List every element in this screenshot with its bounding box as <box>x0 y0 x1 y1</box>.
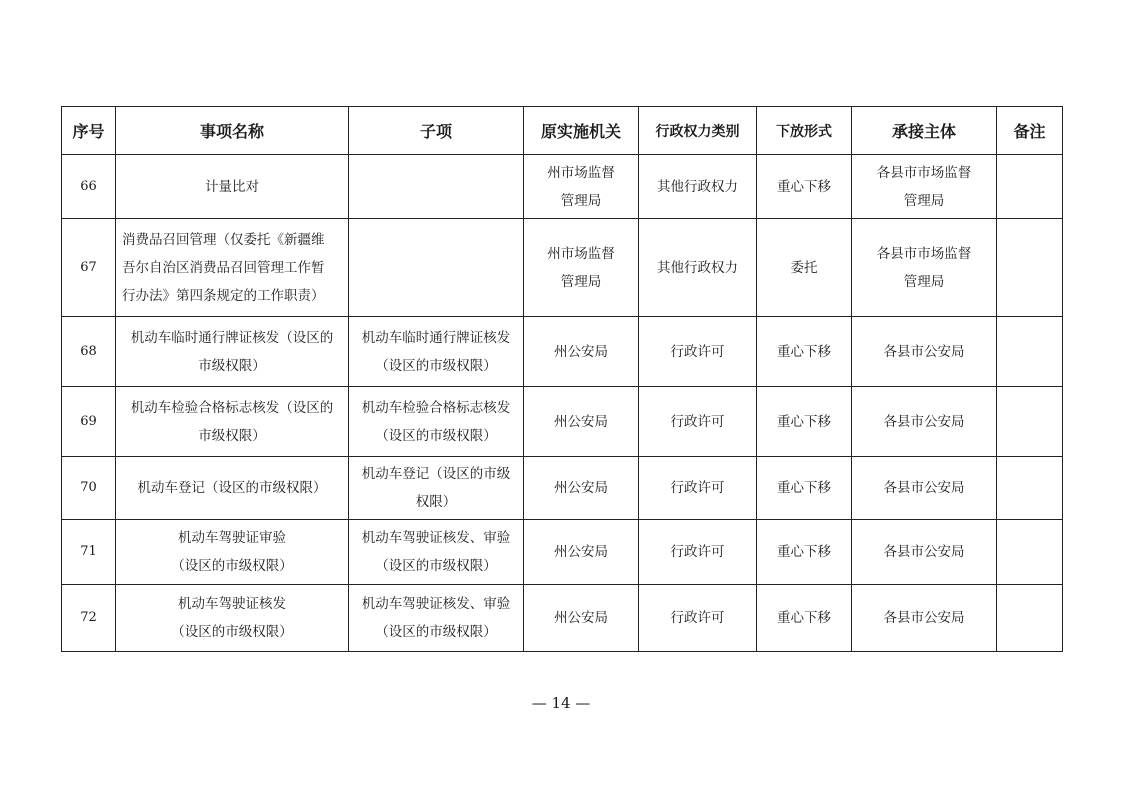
cell-line: 管理局 <box>560 192 602 209</box>
cell-line: 消费品召回管理（仅委托《新疆维 <box>122 231 325 248</box>
table-row <box>62 520 1063 585</box>
cell-line: （设区的市级权限） <box>171 624 293 640</box>
cell-delegation-form: 重心下移 <box>757 387 852 457</box>
cell-sub-item <box>349 457 524 520</box>
cell-seq: 67 <box>62 219 116 317</box>
cell-power-category: 行政许可 <box>639 457 757 520</box>
cell-delegation-form: 重心下移 <box>757 155 852 219</box>
cell-remarks <box>997 317 1063 387</box>
items-table <box>61 106 1063 652</box>
table-row <box>62 155 1063 219</box>
cell-original-authority <box>524 387 639 457</box>
cell-line: 州公安局 <box>554 413 608 430</box>
cell-item-name <box>116 457 349 520</box>
cell-remarks <box>997 155 1063 219</box>
cell-line: 管理局 <box>903 192 945 209</box>
cell-original-authority <box>524 457 639 520</box>
cell-seq: 72 <box>62 585 116 652</box>
cell-line: （设区的市级权限） <box>375 558 497 574</box>
cell-line: 机动车驾驶证审验 <box>178 530 286 546</box>
cell-line: 市级权限） <box>198 357 266 374</box>
table-row <box>62 585 1063 652</box>
cell-power-category: 行政许可 <box>639 520 757 585</box>
cell-seq: 68 <box>62 317 116 387</box>
cell-line: 机动车检验合格标志核发（设区的 <box>130 399 334 416</box>
cell-line: 各县市公安局 <box>883 343 965 360</box>
cell-delegation-form: 重心下移 <box>757 317 852 387</box>
cell-line: 州公安局 <box>554 544 608 560</box>
cell-line: 吾尔自治区消费品召回管理工作暂 <box>122 259 325 276</box>
cell-line: 州公安局 <box>554 480 608 496</box>
cell-line: 各县市市场监督 <box>876 164 972 181</box>
cell-delegation-form: 重心下移 <box>757 585 852 652</box>
cell-original-authority <box>524 219 639 317</box>
cell-seq: 69 <box>62 387 116 457</box>
cell-remarks <box>997 219 1063 317</box>
cell-delegation-form: 重心下移 <box>757 457 852 520</box>
cell-remarks <box>997 387 1063 457</box>
cell-line: 市级权限） <box>198 427 266 444</box>
cell-line: （设区的市级权限） <box>375 427 497 444</box>
table-row <box>62 457 1063 520</box>
cell-receiving-body <box>852 520 997 585</box>
cell-line: （设区的市级权限） <box>375 357 497 374</box>
cell-remarks <box>997 520 1063 585</box>
cell-line: 计量比对 <box>205 178 259 195</box>
cell-receiving-body <box>852 457 997 520</box>
table-row <box>62 317 1063 387</box>
cell-sub-item <box>349 219 524 317</box>
cell-line: 机动车登记（设区的市级权限） <box>137 480 327 496</box>
cell-delegation-form: 委托 <box>757 219 852 317</box>
table-row <box>62 219 1063 317</box>
cell-line: （设区的市级权限） <box>375 624 497 640</box>
cell-receiving-body <box>852 155 997 219</box>
cell-line: 各县市公安局 <box>883 480 965 496</box>
cell-line: 机动车登记（设区的市级 <box>361 466 511 482</box>
cell-line: 行办法》第四条规定的工作职责） <box>122 287 325 304</box>
cell-line: 机动车驾驶证核发 <box>178 596 286 612</box>
cell-item-name <box>116 520 349 585</box>
cell-delegation-form: 重心下移 <box>757 520 852 585</box>
cell-item-name <box>116 585 349 652</box>
cell-seq: 71 <box>62 520 116 585</box>
cell-line: 机动车驾驶证核发、审验 <box>361 530 511 546</box>
header-row <box>62 107 1063 155</box>
cell-line: 各县市公安局 <box>883 413 965 430</box>
cell-remarks <box>997 585 1063 652</box>
cell-line: 各县市公安局 <box>883 610 965 626</box>
cell-receiving-body <box>852 585 997 652</box>
cell-line: 权限） <box>415 494 457 510</box>
cell-sub-item <box>349 155 524 219</box>
cell-original-authority <box>524 585 639 652</box>
cell-power-category: 行政许可 <box>639 585 757 652</box>
header-seq: 序号 <box>62 107 116 155</box>
header-original-authority: 原实施机关 <box>524 107 639 155</box>
cell-receiving-body <box>852 387 997 457</box>
cell-line: 州市场监督 <box>547 164 615 181</box>
cell-power-category: 其他行政权力 <box>639 155 757 219</box>
cell-item-name <box>116 219 349 317</box>
cell-line: 管理局 <box>560 273 602 290</box>
header-power-category: 行政权力类别 <box>639 107 757 155</box>
cell-power-category: 行政许可 <box>639 387 757 457</box>
cell-remarks <box>997 457 1063 520</box>
cell-original-authority <box>524 520 639 585</box>
cell-line: 各县市公安局 <box>883 544 965 560</box>
cell-line: 州公安局 <box>554 610 608 626</box>
cell-sub-item <box>349 317 524 387</box>
cell-line: 机动车检验合格标志核发 <box>361 399 511 416</box>
cell-line: 州市场监督 <box>547 245 615 262</box>
cell-item-name <box>116 155 349 219</box>
cell-line: 机动车临时通行牌证核发 <box>361 329 511 346</box>
cell-seq: 70 <box>62 457 116 520</box>
cell-line: 各县市市场监督 <box>876 245 972 262</box>
cell-original-authority <box>524 155 639 219</box>
header-item-name: 事项名称 <box>116 107 349 155</box>
cell-original-authority <box>524 317 639 387</box>
cell-seq: 66 <box>62 155 116 219</box>
cell-power-category: 其他行政权力 <box>639 219 757 317</box>
header-receiving-body: 承接主体 <box>852 107 997 155</box>
cell-item-name <box>116 317 349 387</box>
cell-line: 管理局 <box>903 273 945 290</box>
cell-sub-item <box>349 585 524 652</box>
header-sub-item: 子项 <box>349 107 524 155</box>
cell-sub-item <box>349 387 524 457</box>
cell-line: 机动车临时通行牌证核发（设区的 <box>130 329 334 346</box>
page-number: — 14 — <box>531 694 591 712</box>
cell-line: 机动车驾驶证核发、审验 <box>361 596 511 612</box>
cell-sub-item <box>349 520 524 585</box>
cell-receiving-body <box>852 317 997 387</box>
cell-item-name <box>116 387 349 457</box>
table-row <box>62 387 1063 457</box>
cell-power-category: 行政许可 <box>639 317 757 387</box>
header-remarks: 备注 <box>997 107 1063 155</box>
header-delegation-form: 下放形式 <box>757 107 852 155</box>
cell-receiving-body <box>852 219 997 317</box>
cell-line: 州公安局 <box>554 343 608 360</box>
cell-line: （设区的市级权限） <box>171 558 293 574</box>
